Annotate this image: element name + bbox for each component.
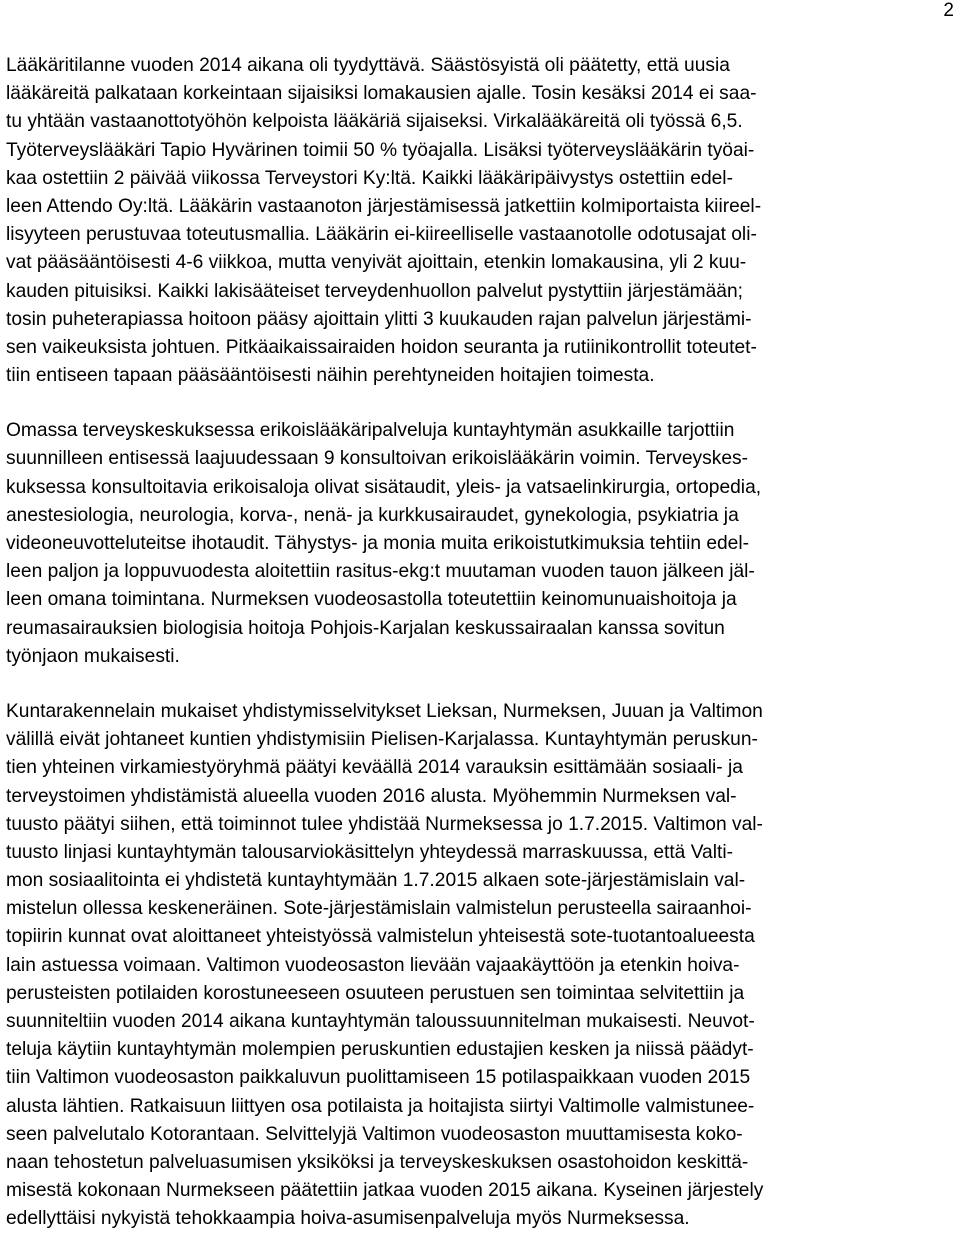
text-line: kauden pituisiksi. Kaikki lakisääteiset terveydenhuollon palvelut pystyttiin järjestämään; <box>6 280 743 302</box>
paragraph-municipal-merger <box>6 698 956 1234</box>
text-line: tuusto päätyi siihen, että toiminnot tulee yhdistää Nurmeksessa jo 1.7.2015. Valtimon val- <box>6 813 763 835</box>
paragraph-physician-situation <box>6 52 956 390</box>
text-line: työnjaon mukaisesti. <box>6 645 180 667</box>
text-line: anestesiologia, neurologia, korva-, nenä- ja kurkkusairaudet, gynekologia, psykiatria ja <box>6 504 739 526</box>
text-line: alusta lähtien. Ratkaisuun liittyen osa potilaista ja hoitajista siirtyi Valtimolle valmistunee- <box>6 1095 755 1117</box>
text-line: perusteisten potilaiden korostuneeseen osuuteen perustuen sen toimintaa selvitettiin ja <box>6 982 745 1004</box>
text-line: sen vaikeuksista johtuen. Pitkäaikaissairaiden hoidon seuranta ja rutiinikontrollit toteutet- <box>6 336 757 358</box>
text-line: lääkäreitä palkataan korkeintaan sijaisiksi lomakausien ajalle. Tosin kesäksi 2014 ei saa- <box>6 83 757 105</box>
text-line: suunnilleen entisessä laajuudessaan 9 konsultoivan erikoislääkärin voimin. Terveyskes- <box>6 448 748 470</box>
text-line: mon sosiaalitointa ei yhdistetä kuntayhtymään 1.7.2015 alkaen sote-järjestämislain val- <box>6 870 746 892</box>
text-line: tiin Valtimon vuodeosaston paikkaluvun puolittamiseen 15 potilaspaikkaan vuoden 2015 <box>6 1067 751 1089</box>
text-line: kuksessa konsultoitavia erikoisaloja olivat sisätaudit, yleis- ja vatsaelinkirurgia, ortopedia, <box>6 476 762 498</box>
page-number: 2 <box>943 0 954 21</box>
text-line: suunniteltiin vuoden 2014 aikana kuntayhtymän taloussuunnitelman mukaisesti. Neuvot- <box>6 1011 755 1032</box>
text-line: Kuntarakennelain mukaiset yhdistymisselvitykset Lieksan, Nurmeksen, Juuan ja Valtimon <box>6 700 763 722</box>
text-line: topiirin kunnat ovat aloittaneet yhteistyössä valmistelun yhteisestä sote-tuotantoalueesta <box>6 926 755 948</box>
text-line: Työterveyslääkäri Tapio Hyvärinen toimii 50 % työajalla. Lisäksi työterveyslääkärin työai- <box>6 139 755 161</box>
text-line: edellyttäisi nykyistä tehokkaampia hoiva-asumisenpalveluja myös Nurmeksessa. <box>6 1208 690 1230</box>
text-line: leen Attendo Oy:ltä. Lääkärin vastaanoton järjestämisessä jatkettiin kolmiportaista kiireel- <box>6 195 762 217</box>
text-line: Lääkäritilanne vuoden 2014 aikana oli tyydyttävä. Säästösyistä oli päätetty, että uusia <box>6 55 730 76</box>
text-line: tuusto linjasi kuntayhtymän talousarviokäsittelyn yhteydessä marraskuussa, että Valti- <box>6 841 733 863</box>
text-line: reumasairauksien biologisia hoitoja Pohjois-Karjalan keskussairaalan kanssa sovitun <box>6 617 725 639</box>
text-line: lain astuessa voimaan. Valtimon vuodeosaston lievään vajaakäyttöön ja etenkin hoiva- <box>6 954 740 976</box>
text-line: tosin puheterapiassa hoitoon pääsy ajoittain ylitti 3 kuukauden rajan palvelun järjestämi- <box>6 308 752 330</box>
text-line: vat pääsääntöisesti 4-6 viikkoa, mutta venyivät ajoittain, etenkin lomakausina, yli 2 kuu- <box>6 252 747 274</box>
text-line: mistelun ollessa keskeneräinen. Sote-järjestämislain valmistelun perusteella sairaanhoi- <box>6 898 752 920</box>
text-line: seen palvelutalo Kotorantaan. Selvittelyjä Valtimon vuodeosaston muuttamisesta koko- <box>6 1123 743 1145</box>
text-line: leen paljon ja loppuvuodesta aloitettiin rasitus-ekg:t muutaman vuoden tauon jälkeen jäl- <box>6 561 755 583</box>
text-line: naan tehostetun palveluasumisen yksiköksi ja terveyskeskuksen osastohoidon keskittä- <box>6 1151 749 1173</box>
paragraph-specialist-services <box>6 417 956 671</box>
text-line: välillä eivät johtaneet kuntien yhdistymisiin Pielisen-Karjalassa. Kuntayhtymän peruskun- <box>6 729 758 751</box>
body-text <box>6 52 956 1234</box>
text-line: kaa ostettiin 2 päivää viikossa Terveystori Ky:ltä. Kaikki lääkäripäivystys ostettiin edel- <box>6 167 733 189</box>
text-line: tu yhtään vastaanottotyöhön kelpoista lääkäriä sijaiseksi. Virkalääkäreitä oli työssä 6,5. <box>6 111 743 133</box>
text-line: teluja käytiin kuntayhtymän molempien peruskuntien edustajien kesken ja niissä päädyt- <box>6 1039 754 1061</box>
text-line: leen omana toimintana. Nurmeksen vuodeosastolla toteutettiin keinomunuaishoitoja ja <box>6 589 737 611</box>
text-line: lisyyteen perustuvaa toteutusmallia. Lääkärin ei-kiireelliselle vastaanotolle odotusajat oli- <box>6 224 757 246</box>
text-line: misestä kokonaan Nurmekseen päätettiin jatkaa vuoden 2015 aikana. Kyseinen järjestely <box>6 1180 764 1202</box>
text-line: tiin entiseen tapaan pääsääntöisesti näihin perehtyneiden hoitajien toimesta. <box>6 365 655 387</box>
text-line: Omassa terveyskeskuksessa erikoislääkäripalveluja kuntayhtymän asukkaille tarjottiin <box>6 420 735 442</box>
text-line: tien yhteinen virkamiestyöryhmä päätyi keväällä 2014 varauksin esittämään sosiaali- ja <box>6 757 743 779</box>
text-line: videoneuvotteluteitse ihotaudit. Tähystys- ja monia muita erikoistutkimuksia tehtiin edel- <box>6 533 750 554</box>
text-line: terveystoimen yhdistämistä alueella vuoden 2016 alusta. Myöhemmin Nurmeksen val- <box>6 785 737 807</box>
